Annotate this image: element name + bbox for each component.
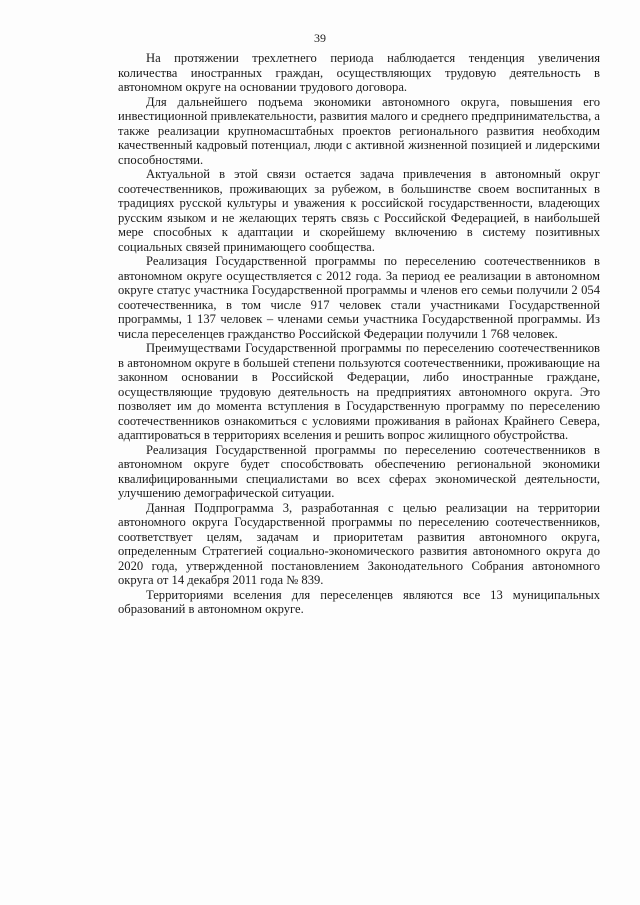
- paragraph-subprogram-3: Данная Подпрограмма 3, разработанная с целью реализации на территории автономного округа Государственной программы по переселению соотечественников, соответствует целям, задачам и приоритетам развития автономного округа, определенным Стратегией социально-экономического развития автономного округа до 2020 года, утвержденной постановлением Законодательного Собрания автономного округа от 14 декабря 2011 года № 839.: [118, 500, 600, 587]
- document-body: [118, 51, 600, 617]
- page-number: 39: [314, 31, 326, 45]
- paragraph-foreign-workers-trend: На протяжении трехлетнего периода наблюдается тенденция увеличения количества иностранных граждан, осуществляющих трудовую деятельность в автономном округе на основании трудового договора.: [118, 51, 600, 94]
- paragraph-program-statistics: Реализация Государственной программы по переселению соотечественников в автономном округе осуществляется с 2012 года. За период ее реализации в автономном округе статус участника Государственной программы и членов его семьи получили 2 054 соотечественника, в том числе 917 человек стали участниками Государственной программы, 1 137 человек – членами семьи участника Государственной программы. Из числа переселенцев гражданство Российской Федерации получили 1 768 человек.: [118, 254, 600, 341]
- paragraph-settlement-territories: Территориями вселения для переселенцев являются все 13 муниципальных образований в автономном округе.: [118, 587, 600, 616]
- paragraph-compatriots-attraction: Актуальной в этой связи остается задача привлечения в автономный округ соотечественников, проживающих за рубежом, в большинстве своем воспитанных в традициях русской культуры и уважения к российской государственности, владеющих русским языком и не желающих терять связь с Российской Федерацией, в наибольшей мере способных к адаптации и скорейшему включению в систему позитивных социальных связей принимающего сообщества.: [118, 167, 600, 254]
- paragraph-program-advantages: Преимуществами Государственной программы по переселению соотечественников в автономном округе в большей степени пользуются соотечественники, проживающие на законном основании в Российской Федерации, либо иностранные граждане, осуществляющие трудовую деятельность на предприятиях автономного округа. Это позволяет им до момента вступления в Государственную программу по переселению соотечественников ознакомиться с условиями проживания в районах Крайнего Севера, адаптироваться в территориях вселения и решить вопрос жилищного обустройства.: [118, 341, 600, 442]
- paragraph-program-impact: Реализация Государственной программы по переселению соотечественников в автономном округе будет способствовать обеспечению региональной экономики квалифицированными специалистами во всех сферах экономической деятельности, улучшению демографической ситуации.: [118, 442, 600, 500]
- paragraph-economic-growth-needs: Для дальнейшего подъема экономики автономного округа, повышения его инвестиционной привлекательности, развития малого и среднего предпринимательства, а также реализации крупномасштабных проектов регионального развития необходим качественный кадровый потенциал, люди с активной жизненной позицией и лидерскими способностями.: [118, 94, 600, 167]
